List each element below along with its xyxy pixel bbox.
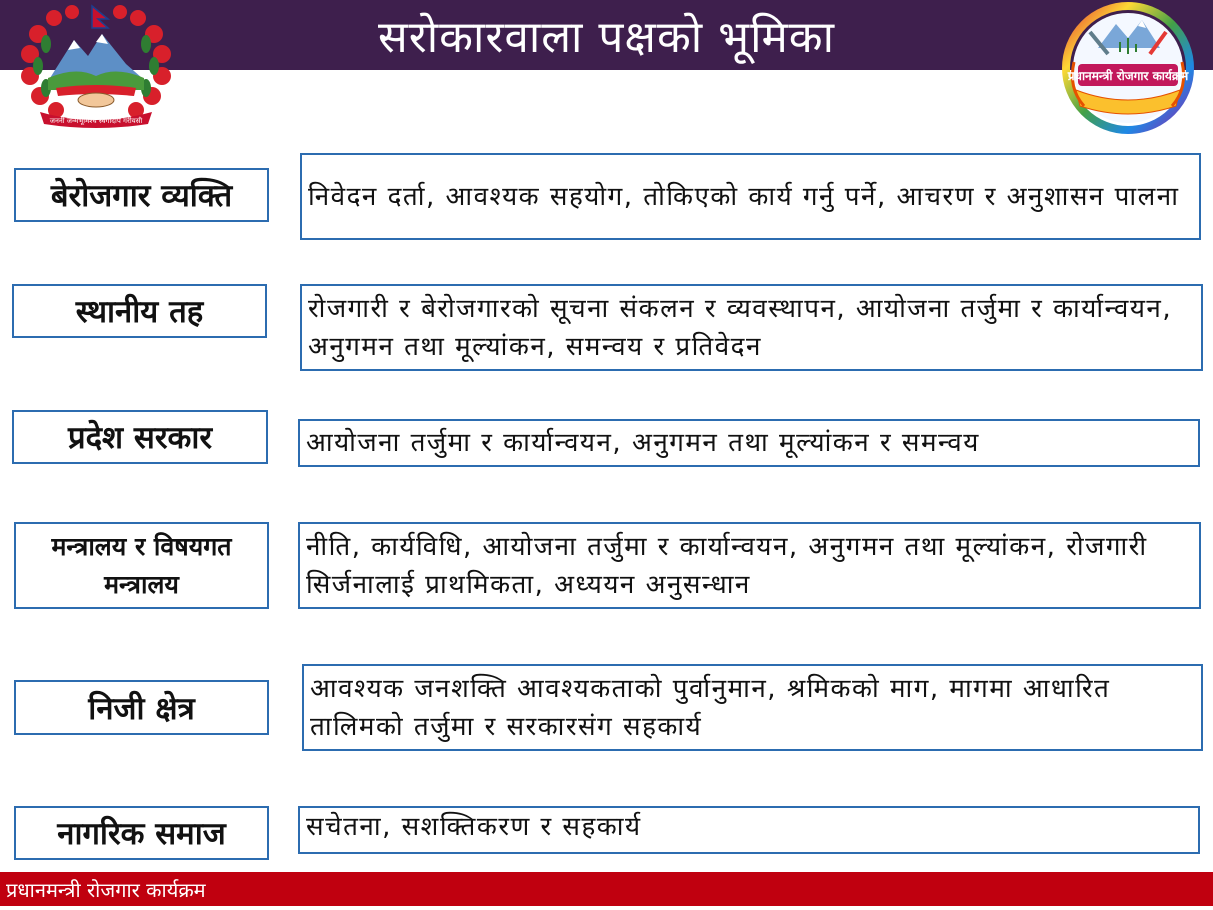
government-of-nepal-emblem-icon [16, 4, 176, 130]
row-label-ministry: मन्त्रालय र विषयगत मन्त्रालय [14, 522, 269, 609]
row-description-province-government: आयोजना तर्जुमा र कार्यान्वयन, अनुगमन तथा मूल्यांकन र समन्वय [298, 419, 1200, 467]
row-description-ministry: नीति, कार्यविधि, आयोजना तर्जुमा र कार्यान्वयन, अनुगमन तथा मूल्यांकन, रोजगारी सिर्जनालाई प्राथमिकता, अध्ययन अनुसन्धान [298, 522, 1201, 609]
row-description-civil-society: सचेतना, सशक्तिकरण र सहकार्य [298, 806, 1200, 854]
row-label-civil-society: नागरिक समाज [14, 806, 269, 860]
row-description-private-sector: आवश्यक जनशक्ति आवश्यकताको पुर्वानुमान, श्रमिकको माग, मागमा आधारित तालिमको तर्जुमा र सरकारसंग सहकार्य [302, 664, 1203, 751]
row-description-unemployed: निवेदन दर्ता, आवश्यक सहयोग, तोकिएको कार्य गर्नु पर्ने, आचरण र अनुशासन पालना [300, 153, 1201, 240]
emblem-motto: जननी जन्मभूमिश्च स्वर्गादपि गरीयसी [49, 117, 143, 125]
row-label-province-government: प्रदेश सरकार [12, 410, 268, 464]
page-title: सरोकारवाला पक्षको भूमिका [378, 12, 835, 63]
row-label-private-sector: निजी क्षेत्र [14, 680, 269, 735]
footer-text: प्रधानमन्त्री रोजगार कार्यक्रम [6, 877, 206, 902]
program-logo-icon [1058, 2, 1198, 134]
row-label-local-level: स्थानीय तह [12, 284, 267, 338]
row-label-unemployed: बेरोजगार व्यक्ति [14, 168, 269, 222]
logo-text: प्रधानमन्त्री रोजगार कार्यक्रम [1067, 69, 1189, 83]
row-description-local-level: रोजगारी र बेरोजगारको सूचना संकलन र व्यवस्थापन, आयोजना तर्जुमा र कार्यान्वयन, अनुगमन तथा मूल्यांकन, समन्वय र प्रतिवेदन [300, 284, 1203, 371]
